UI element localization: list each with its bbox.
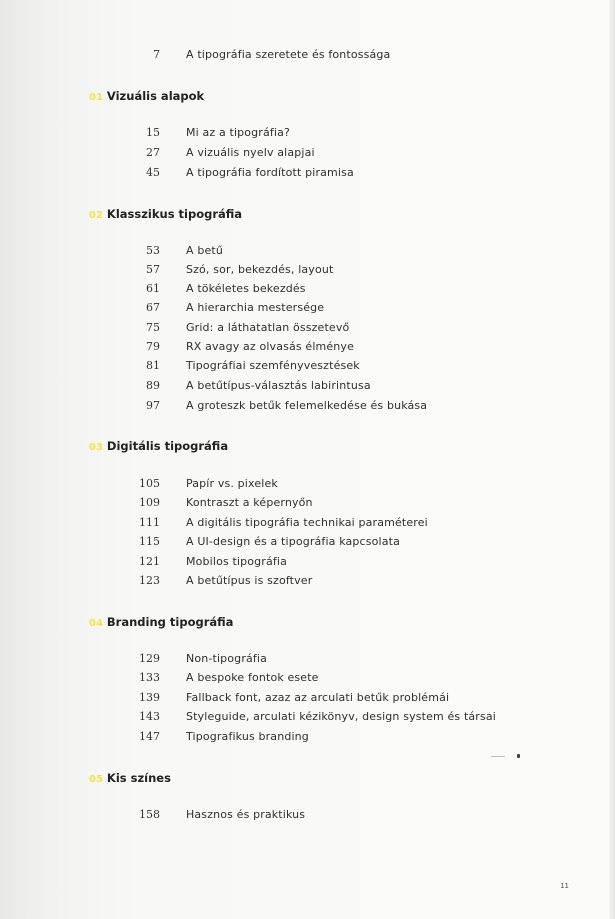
toc-entry-title: Non-tipográfia (186, 652, 267, 665)
toc-entry (0, 709, 615, 725)
section-title: Digitális tipográfia (106, 439, 229, 453)
toc-page-number: 115 (139, 535, 160, 548)
toc-page-number: 67 (146, 301, 160, 314)
toc-page-number: 79 (146, 340, 160, 353)
toc-page-number: 15 (146, 126, 160, 139)
toc-entry-title: Kontraszt a képernyőn (186, 496, 313, 509)
toc-page-number: 81 (146, 359, 160, 372)
toc-entry (0, 807, 615, 823)
page-number: 11 (560, 882, 569, 890)
toc-entry-title: Styleguide, arculati kézikönyv, design system és társai (186, 710, 496, 723)
section-title: Vizuális alapok (106, 89, 205, 103)
section-heading-03 (89, 435, 228, 453)
toc-page-number: 61 (146, 282, 160, 295)
section-heading-04 (89, 611, 233, 629)
toc-entry-title: A bespoke fontok esete (186, 671, 319, 684)
section-title: Branding tipográfia (106, 615, 234, 629)
toc-page-number: 133 (139, 671, 160, 684)
toc-page-number: 75 (146, 321, 160, 334)
toc-entry-title: A tökéletes bekezdés (186, 282, 306, 295)
section-number: 02 (89, 210, 103, 221)
toc-entry-title: A tipográfia fordított piramisa (186, 166, 354, 179)
toc-entry-title: Fallback font, azaz az arculati betűk problémái (186, 691, 450, 704)
section-title: Klasszikus tipográfia (106, 207, 243, 221)
toc-entry-title: Mi az a tipográfia? (186, 126, 290, 139)
toc-entry-title: Grid: a láthatatlan összetevő (186, 321, 350, 334)
toc-entry-title: A hierarchia mestersége (186, 301, 325, 314)
toc-entry (0, 165, 615, 181)
toc-entry-title: A vizuális nyelv alapjai (186, 146, 315, 159)
section-title: Kis színes (106, 771, 171, 785)
toc-entry (0, 320, 615, 336)
toc-page-number: 139 (139, 691, 160, 704)
section-heading-01 (89, 85, 204, 103)
toc-page-number: 97 (146, 399, 160, 412)
toc-entry-title: Tipografikus branding (186, 730, 309, 743)
toc-entry (0, 651, 615, 667)
toc-entry (0, 125, 615, 141)
section-heading-05 (89, 767, 171, 785)
toc-entry-title: Tipográfiai szemfényvesztések (186, 359, 360, 372)
toc-entry (0, 398, 615, 414)
toc-entry-title: A tipográfia szeretete és fontossága (186, 48, 391, 61)
toc-entry (0, 281, 615, 297)
toc-page-number: 143 (139, 710, 160, 723)
toc-entry (0, 534, 615, 550)
toc-page-number: 147 (139, 730, 160, 743)
toc-page-number: 89 (146, 379, 160, 392)
toc-entry-title: A betűtípus-választás labirintusa (186, 379, 371, 392)
toc-page-number: 45 (146, 166, 160, 179)
toc-entry-title: Hasznos és praktikus (186, 808, 306, 821)
toc-entry (0, 262, 615, 278)
scan-mark-dot (517, 754, 520, 758)
toc-entry-title: A betű (186, 244, 223, 257)
section-heading-02 (89, 203, 242, 221)
scan-mark-line (491, 756, 505, 757)
toc-entry (0, 476, 615, 492)
toc-entry (0, 358, 615, 374)
toc-entry-title: A digitális tipográfia technikai paraméterei (186, 516, 428, 529)
toc-page-number: 123 (139, 574, 160, 587)
toc-entry-title: Szó, sor, bekezdés, layout (186, 263, 334, 276)
toc-page-number: 158 (139, 808, 160, 821)
toc-entry (0, 145, 615, 161)
toc-entry (0, 670, 615, 686)
toc-page-number: 121 (139, 555, 160, 568)
toc-entry (0, 495, 615, 511)
toc-entry-title: A betűtípus is szoftver (186, 574, 313, 587)
toc-page-number: 105 (139, 477, 160, 490)
toc-entry (0, 515, 615, 531)
toc-entry (0, 300, 615, 316)
toc-entry (0, 378, 615, 394)
section-number: 01 (89, 92, 103, 103)
toc-entry-intro (0, 47, 615, 63)
section-number: 04 (89, 618, 103, 629)
toc-page-number: 109 (139, 496, 160, 509)
toc-entry-title: A groteszk betűk felemelkedése és bukása (186, 399, 428, 412)
toc-entry-title: Mobilos tipográfia (186, 555, 287, 568)
toc-page-number: 111 (139, 516, 160, 529)
toc-page-number: 53 (146, 244, 160, 257)
toc-entry (0, 243, 615, 259)
toc-entry-title: RX avagy az olvasás élménye (186, 340, 355, 353)
toc-page-number: 129 (139, 652, 160, 665)
toc-entry (0, 339, 615, 355)
toc-page-number: 7 (153, 48, 160, 61)
section-number: 05 (89, 774, 103, 785)
toc-entry (0, 573, 615, 589)
toc-entry-title: Papír vs. pixelek (186, 477, 278, 490)
toc-page-number: 27 (146, 146, 160, 159)
toc-entry (0, 690, 615, 706)
toc-entry (0, 554, 615, 570)
toc-entry-title: A UI-design és a tipográfia kapcsolata (186, 535, 400, 548)
section-number: 03 (89, 442, 103, 453)
toc-entry (0, 729, 615, 745)
toc-page-number: 57 (146, 263, 160, 276)
